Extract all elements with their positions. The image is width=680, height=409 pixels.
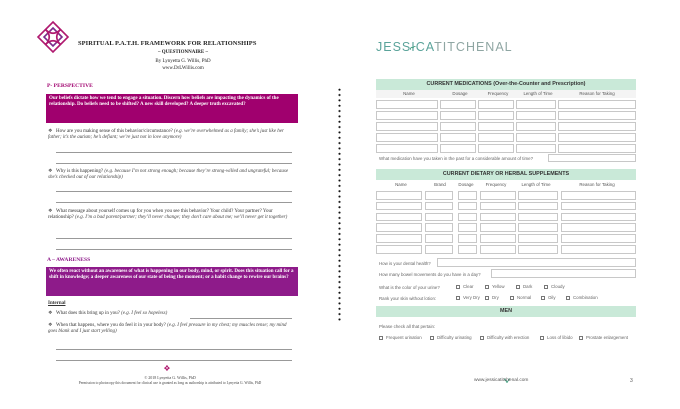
table-cell-input[interactable] [458,223,477,232]
table-cell-input[interactable] [518,223,558,232]
table-cell-input[interactable] [561,191,636,200]
table-cell-input[interactable] [376,213,422,222]
perspective-banner: Our beliefs dictate how we tend to engage a situation. Discern how beliefs are impacting the dynamics of the relationship. Do beliefs need to be shifted? A new skill developed? A deeper truth excavated? [46,94,298,123]
table-cell-input[interactable] [425,223,453,232]
dental-label: How is your dental health? [379,261,431,266]
table-cell-input[interactable] [425,245,453,254]
supplements-column-headers [376,181,636,189]
table-cell-input[interactable] [561,202,636,211]
perspective-question-1: ❖ How are you making sense of this behavior/circumstance? (e.g. we’re overwhelmed as a family; she’s just like her father; it’s the autism; he’s defiant; we’re just not in love anymore) [48,129,284,141]
brand-last: TITCHENAL [434,40,513,54]
answer-line[interactable] [56,152,292,153]
table-cell-input[interactable] [558,100,636,109]
skin-option-dry[interactable]: Dry [485,295,499,300]
table-cell-input[interactable] [425,191,453,200]
skin-option-combination[interactable]: Combination [566,295,598,300]
questionnaire-title: SPIRITUAL P.A.T.H. FRAMEWORK FOR RELATIONSHIPS [78,40,257,47]
table-cell-input[interactable] [425,213,453,222]
table-cell-input[interactable] [376,122,438,131]
answer-line[interactable] [56,191,292,192]
table-cell-input[interactable] [376,133,438,142]
skin-option-very-dry[interactable]: Very Dry [456,295,480,300]
table-cell-input[interactable] [558,133,636,142]
skin-option-oily[interactable]: Oily [541,295,556,300]
col-reason: Reason for Taking [579,91,615,96]
table-cell-input[interactable] [480,191,516,200]
answer-line[interactable] [56,249,292,250]
table-cell-input[interactable] [425,202,453,211]
urine-label: What is the color of your urine? [379,285,440,290]
table-cell-input[interactable] [440,122,476,131]
col-name: Name [395,182,407,187]
checkbox[interactable] [541,296,545,300]
checkbox[interactable] [456,285,460,289]
leaf-icon [410,37,416,41]
col-frequency: Frequency [487,91,509,96]
table-cell-input[interactable] [425,234,453,243]
table-cell-input[interactable] [558,144,636,153]
skin-option-normal[interactable]: Normal [510,295,531,300]
bullet-icon: ❖ [48,311,53,316]
perspective-title: P- PERSPECTIVE [47,83,93,89]
table-cell-input[interactable] [480,202,516,211]
perspective-question-2: ❖ Why is this happening? (e.g. because I’m not strong enough; because they’re strong-willed and ungrateful; because she’s checked out of our relationship) [48,169,289,181]
col-reason: Reason for Taking [579,182,615,187]
checkbox[interactable] [579,336,583,340]
answer-line[interactable] [56,163,292,164]
table-cell-input[interactable] [376,223,422,232]
table-cell-input[interactable] [518,202,558,211]
checkbox[interactable] [379,336,383,340]
checkbox[interactable] [456,296,460,300]
past-medication-label: What medication have you taken in the past for a considerable amount of time? [379,156,534,161]
table-cell-input[interactable] [516,111,556,120]
table-cell-input[interactable] [518,191,558,200]
bowel-input[interactable] [491,269,636,278]
table-cell-input[interactable] [376,100,438,109]
men-option-difficulty-erection[interactable]: Difficulty with erection [480,335,529,340]
answer-line[interactable] [56,360,292,361]
perspective-question-3: ❖ What message about yourself comes up for you when you see this behavior? Your child? Your partner? Your relationship? (e.g. I’m a bad parent/partner; they’ll never change; they don’t care about me; we’ll never get it together) [48,209,288,221]
table-cell-input[interactable] [518,234,558,243]
men-option-frequent-urination[interactable]: Frequent urination [379,335,422,340]
page-number: 3 [630,378,633,384]
bowel-label: How many bowel movements do you have in a day? [379,272,481,277]
bullet-icon: ❖ [48,129,53,134]
table-cell-input[interactable] [558,122,636,131]
checkbox[interactable] [485,285,489,289]
table-cell-input[interactable] [516,100,556,109]
awareness-question-1: ❖ What does this bring up in you? (e.g. I feel so hopeless) [48,311,168,316]
table-cell-input[interactable] [376,234,422,243]
table-cell-input[interactable] [376,202,422,211]
table-cell-input[interactable] [478,100,514,109]
answer-line[interactable] [190,318,292,319]
permission-notice: Permission to photocopy this document for clinical use is granted as long as authorship is attributed to Lynyetta G. Willis, PhD [78,381,262,385]
col-length: Length of Time [523,91,553,96]
dental-input[interactable] [437,258,636,267]
table-cell-input[interactable] [458,234,477,243]
table-cell-input[interactable] [518,245,558,254]
table-cell-input[interactable] [376,191,422,200]
bullet-icon: ❖ [48,169,53,174]
table-cell-input[interactable] [376,245,422,254]
table-cell-input[interactable] [440,111,476,120]
supplements-header: CURRENT DIETARY OR HERBAL SUPPLEMENTS [376,169,636,180]
awareness-question-2: ❖ When that happens, where you do feel it in your body? (e.g. I feel pressure in my chest; my muscles tense; my mind goes blank and I just start yelling) [48,323,287,335]
medications-header: CURRENT MEDICATIONS (Over-the-Counter and Prescription) [376,79,636,90]
checkbox[interactable] [510,296,514,300]
table-cell-input[interactable] [376,144,438,153]
copyright: © 2018 Lynyetta G. Willis, PhD [144,375,196,380]
table-cell-input[interactable] [440,133,476,142]
table-cell-input[interactable] [480,223,516,232]
awareness-title: A – AWARENESS [47,257,91,263]
jessica-website[interactable]: www.jessicatitchenal.com [474,378,529,383]
men-header: MEN [376,306,636,317]
table-cell-input[interactable] [561,245,636,254]
table-cell-input[interactable] [561,223,636,232]
checkbox[interactable] [544,285,548,289]
col-brand: Brand [434,182,446,187]
checkbox[interactable] [430,336,434,340]
table-cell-input[interactable] [458,213,477,222]
checkbox[interactable] [480,336,484,340]
table-cell-input[interactable] [480,234,516,243]
table-cell-input[interactable] [440,100,476,109]
table-cell-input[interactable] [376,111,438,120]
past-medication-input[interactable] [548,154,636,162]
col-length: Length of Time [521,182,551,187]
answer-line[interactable] [56,202,292,203]
table-cell-input[interactable] [516,122,556,131]
table-cell-input[interactable] [561,213,636,222]
bullet-icon: ❖ [48,323,53,328]
author: By Lynyetta G. Willis, PhD [155,59,211,64]
table-cell-input[interactable] [440,144,476,153]
men-option-difficulty-urinating[interactable]: Difficulty urinating [430,335,472,340]
table-cell-input[interactable] [518,213,558,222]
table-cell-input[interactable] [478,122,514,131]
author-website[interactable]: www.DrLWillis.com [162,66,204,71]
table-cell-input[interactable] [480,213,516,222]
answer-line[interactable] [56,238,292,239]
table-cell-input[interactable] [516,144,556,153]
dotted-divider [338,87,341,323]
table-cell-input[interactable] [516,133,556,142]
table-cell-input[interactable] [478,144,514,153]
men-instruction: Please check all that pertain: [379,324,436,329]
checkbox[interactable] [566,296,570,300]
men-option-loss-of-libido[interactable]: Loss of libido [540,335,573,340]
internal-subheading: Internal [48,301,66,306]
brand-first: JESSICA [376,40,435,54]
table-cell-input[interactable] [458,202,477,211]
checkbox[interactable] [485,296,489,300]
medications-column-headers [376,90,636,98]
celtic-knot-logo-icon [36,20,70,54]
table-cell-input[interactable] [478,111,514,120]
urine-option-yellow[interactable]: Yellow [485,284,505,289]
brand-logo [376,40,513,54]
questionnaire-subtitle: – QUESTIONNAIRE – [157,50,208,55]
urine-option-clear[interactable]: Clear [456,284,474,289]
col-dosage: Dosage [458,182,474,187]
table-cell-input[interactable] [558,111,636,120]
footer-leaf-icon [504,370,510,375]
answer-line[interactable] [56,349,292,350]
table-cell-input[interactable] [478,133,514,142]
table-cell-input[interactable] [458,191,477,200]
col-dosage: Dosage [452,91,468,96]
bullet-icon: ❖ [48,209,53,214]
checkbox[interactable] [516,285,520,289]
awareness-banner: We often react without an awareness of what is happening in our body, mind, or spirit. Does this situation call for a shift in knowledge; a deeper awareness of our state of being the moment; or a habit change to rewire our brains? [46,267,298,296]
men-option-prostate-enlargement[interactable]: Prostate enlargement [579,335,628,340]
table-cell-input[interactable] [561,234,636,243]
urine-option-dark[interactable]: Dark [516,284,532,289]
table-cell-input[interactable] [458,245,477,254]
col-name: Name [403,91,415,96]
table-cell-input[interactable] [480,245,516,254]
checkbox[interactable] [540,336,544,340]
col-frequency: Frequency [485,182,507,187]
skin-label: Rank your skin without lotion: [379,296,437,301]
urine-option-cloudy[interactable]: Cloudy [544,284,565,289]
footer-knot-icon: ❖ [163,364,171,373]
